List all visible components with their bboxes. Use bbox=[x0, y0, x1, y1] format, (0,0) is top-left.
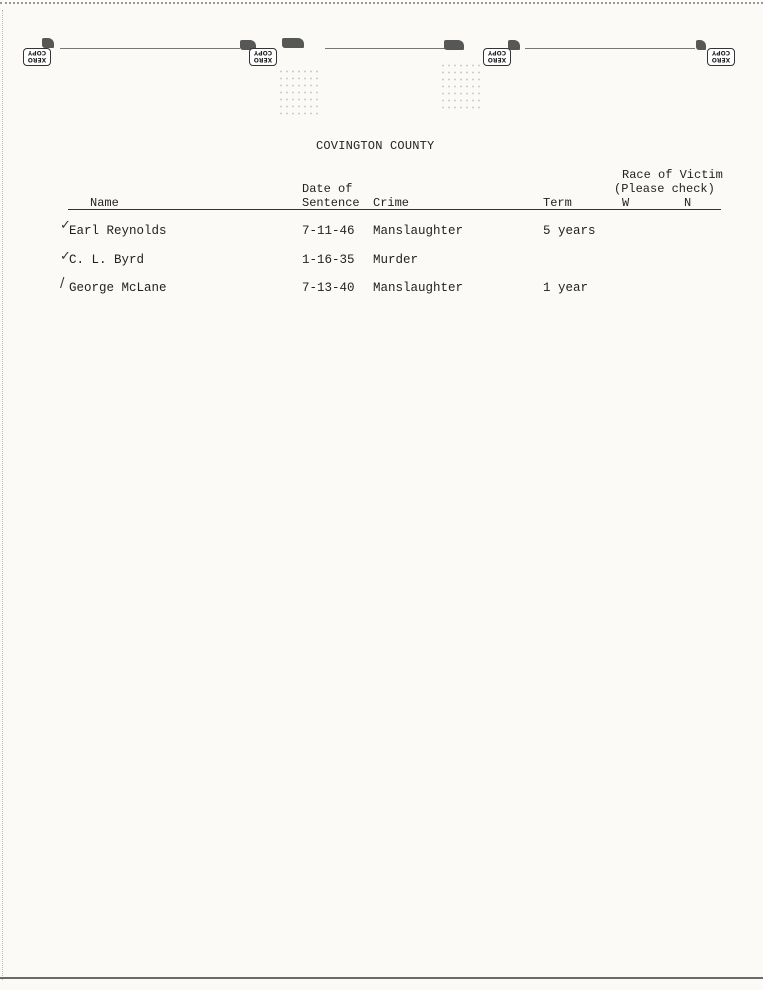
header-rule bbox=[68, 209, 721, 210]
stamp-text: XERO COPY bbox=[27, 49, 47, 63]
stamp-strip-line bbox=[60, 48, 240, 49]
xero-copy-stamp bbox=[246, 40, 280, 70]
checkmark-icon: ✓ bbox=[60, 249, 71, 264]
header-date-line1: Date of bbox=[302, 182, 353, 196]
header-race-n: N bbox=[684, 196, 692, 210]
scan-speckle bbox=[278, 68, 318, 118]
row-crime: Manslaughter bbox=[373, 281, 464, 295]
stamp-smudge bbox=[282, 38, 304, 48]
row-name: C. L. Byrd bbox=[69, 253, 145, 267]
xero-copy-stamp bbox=[20, 40, 54, 70]
row-name: Earl Reynolds bbox=[69, 224, 167, 238]
row-date: 7-13-40 bbox=[302, 281, 355, 295]
header-date-line2: Sentence bbox=[302, 196, 360, 210]
stamp-strip-line bbox=[525, 48, 695, 49]
header-term: Term bbox=[543, 196, 572, 210]
checkmark-icon: / bbox=[60, 276, 65, 291]
stamp-strip-line bbox=[325, 48, 445, 49]
row-crime: Murder bbox=[373, 253, 419, 267]
row-crime: Manslaughter bbox=[373, 224, 464, 238]
row-name: George McLane bbox=[69, 281, 167, 295]
xero-copy-stamp bbox=[480, 40, 514, 70]
header-race-line1: Race of Victim bbox=[622, 168, 723, 182]
header-race-line2: (Please check) bbox=[614, 182, 715, 196]
checkmark-icon: ✓ bbox=[60, 218, 71, 233]
stamp-text: XERO COPY bbox=[253, 49, 273, 63]
left-page-edge bbox=[2, 10, 3, 980]
stamp-smudge bbox=[444, 40, 464, 50]
row-term: 5 years bbox=[543, 224, 596, 238]
top-page-edge bbox=[0, 2, 763, 7]
stamp-smudge bbox=[696, 40, 706, 50]
stamp-text: XERO COPY bbox=[487, 49, 507, 63]
header-crime: Crime bbox=[373, 196, 410, 210]
header-name: Name bbox=[90, 196, 119, 210]
stamp-text: XERO COPY bbox=[711, 49, 731, 63]
row-date: 1-16-35 bbox=[302, 253, 355, 267]
scan-speckle bbox=[440, 62, 480, 112]
header-race-w: W bbox=[622, 196, 630, 210]
xero-copy-stamp bbox=[704, 40, 738, 70]
row-term: 1 year bbox=[543, 281, 589, 295]
bottom-page-edge bbox=[0, 977, 763, 979]
stamp-smudge bbox=[42, 38, 54, 48]
county-title: COVINGTON COUNTY bbox=[316, 139, 435, 153]
row-date: 7-11-46 bbox=[302, 224, 355, 238]
